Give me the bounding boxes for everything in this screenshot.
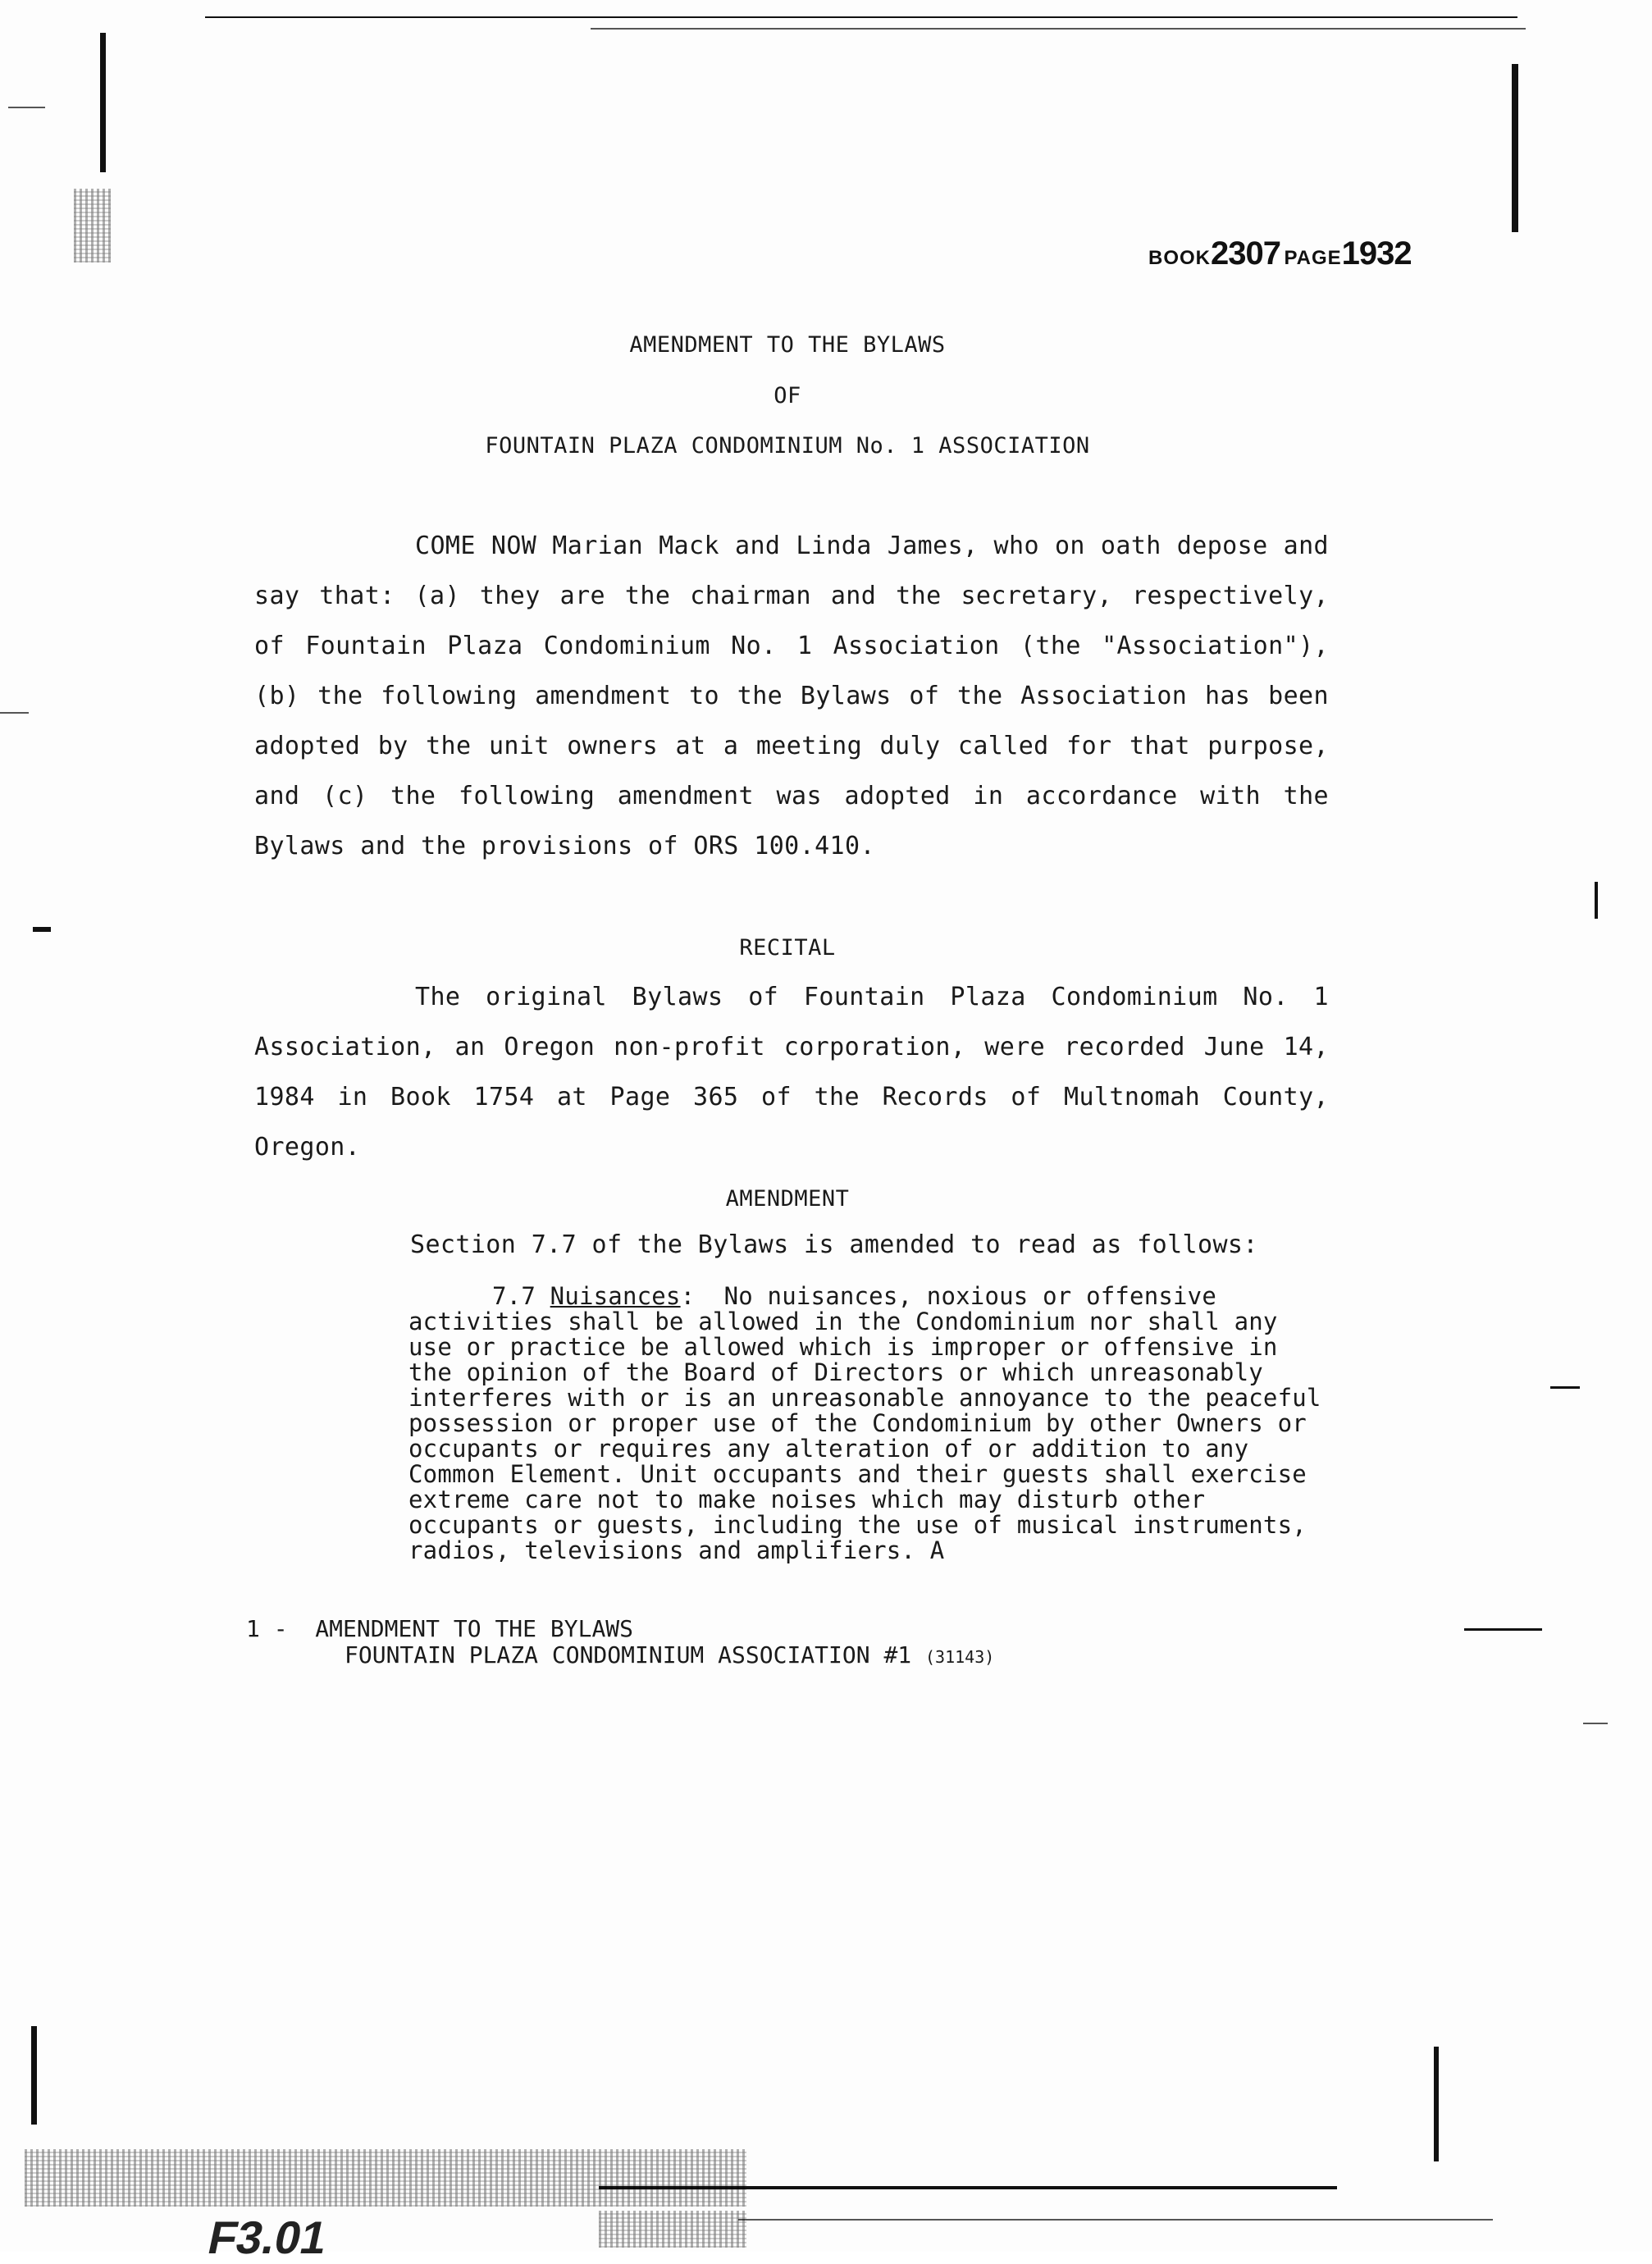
recital-heading: RECITAL (739, 935, 836, 961)
bottom-scan-noise-2 (599, 2211, 746, 2248)
bottom-rule-2 (738, 2219, 1493, 2221)
title-line-2: OF (774, 383, 801, 409)
book-page-stamp (1148, 235, 1412, 272)
book-number: 2307 (1211, 235, 1280, 272)
bottom-right-bar (1434, 2047, 1439, 2161)
section-number: 7.7 (492, 1282, 536, 1310)
book-label: BOOK (1148, 247, 1211, 269)
page-number: 1932 (1341, 235, 1412, 272)
right-edge-dash (1550, 1386, 1580, 1389)
left-scan-noise (74, 189, 111, 262)
footer-page-number: 1 - (246, 1615, 288, 1642)
right-edge-bar-2 (1595, 882, 1598, 919)
section-title: Nuisances (550, 1282, 681, 1310)
bottom-left-bar (31, 2026, 37, 2125)
amendment-heading: AMENDMENT (725, 1186, 850, 1212)
top-border-line (205, 16, 1517, 18)
right-edge-dash-3 (1583, 1723, 1608, 1724)
right-edge-bar (1512, 64, 1518, 232)
handwritten-margin-mark: F3.01 (203, 2212, 332, 2263)
right-edge-dash-2 (1464, 1628, 1542, 1631)
left-edge-bar (100, 33, 106, 172)
recital-paragraph: The original Bylaws of Fountain Plaza Condominium No. 1 Association, an Oregon non-profit corporation, were recorded June 14, 1984 in Book 1754 at Page 365 of the Records of Multnomah County, Oregon. (254, 983, 1329, 1162)
title-line-1: AMENDMENT TO THE BYLAWS (629, 332, 946, 358)
left-arrow-mark (33, 927, 51, 932)
footer-line-1: AMENDMENT TO THE BYLAWS (315, 1615, 634, 1642)
section-7-7-text: 7.7 Nuisances: No nuisances, noxious or offensive activities shall be allowed in the Condominium nor shall any use or practice be allowed which is improper or offensive in the opinion of the Board of Directors or which unreasonably interferes with or is an unreasonable annoyance to the peaceful possession or proper use of the Condominium by other Owners or occupants or requires any alteration of or addition to any Common Element. Unit occupants and their guests shall exercise extreme care not to make noises which may disturb other occupants or guests, including the use of musical instruments, radios, televisions and amplifiers. A (408, 1282, 1321, 1564)
footer-line-2: FOUNTAIN PLAZA CONDOMINIUM ASSOCIATION #1 (345, 1641, 912, 1668)
bottom-scan-noise (25, 2149, 746, 2207)
title-line-3: FOUNTAIN PLAZA CONDOMINIUM No. 1 ASSOCIATION (485, 433, 1090, 459)
left-edge-tick-2 (0, 712, 29, 714)
section-body: No nuisances, noxious or offensive activities shall be allowed in the Condominium nor shall any use or practice be allowed which is improper or offensive in the opinion of the Board of Directors or which unreasonably interferes with or is an unreasonable annoyance to the peaceful possession or proper use of the Condominium by other Owners or occupants or requires any alteration of or addition to any Common Element. Unit occupants and their guests shall exercise extreme care not to make noises which may disturb other occupants or guests, including the use of musical instruments, radios, televisions and amplifiers. A (408, 1282, 1321, 1564)
left-edge-tick (8, 107, 45, 108)
top-border-line-2 (591, 28, 1526, 30)
footer-reference: (31143) (925, 1647, 995, 1667)
intro-paragraph: COME NOW Marian Mack and Linda James, who on oath depose and say that: (a) they are the chairman and the secretary, respectively, of Fountain Plaza Condominium No. 1 Association (the "Association"), (b) the following amendment to the Bylaws of the Association has been adopted by the unit owners at a meeting duly called for that purpose, and (c) the following amendment was adopted in accordance with the Bylaws and the provisions of ORS 100.410. (254, 532, 1329, 860)
amendment-intro: Section 7.7 of the Bylaws is amended to read as follows: (410, 1230, 1258, 1259)
page-footer (246, 1616, 994, 1670)
page-label: PAGE (1284, 247, 1342, 269)
